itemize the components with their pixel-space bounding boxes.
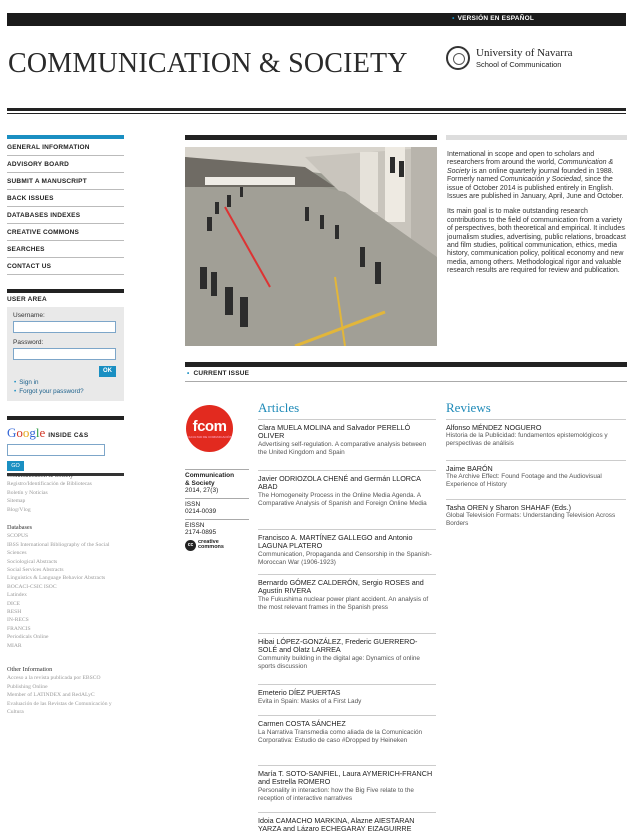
link-item[interactable]: Linguistics & Language Behavior Abstracts (7, 575, 106, 582)
sign-in-label: Sign in (19, 379, 39, 386)
article-item[interactable]: Bernardo GÓMEZ CALDERÓN, Sergio ROSES and Agustín RIVERA The Fukushima nuclear power plant accident. An analysis of the most relevant frames in the Spanish press (258, 574, 436, 612)
link-group-databases (7, 524, 124, 650)
link-item[interactable]: Registro/Identificación de Bibliotecas (7, 481, 92, 488)
journal-meta: Communication & Society 2014, 27(3) ISSN 0214-0039 EISSN 2174-0895 cc creative commons (185, 466, 249, 551)
link-item[interactable]: Periodicals Online (7, 634, 49, 641)
bullet-icon: • (14, 379, 17, 386)
nav-advisory-board[interactable]: ADVISORY BOARD (7, 156, 124, 173)
article-item[interactable]: Francisco A. MARTÍNEZ GALLEGO and Antonio LAGUNA PLATERO Communication, Propaganda and Censorship in the Spanish-Moroccan War (1906-1923) (258, 529, 436, 567)
sign-in-link[interactable] (14, 379, 38, 386)
nav-databases-indexes[interactable]: DATABASES INDEXES (7, 207, 124, 224)
current-issue-label: • CURRENT ISSUE (187, 370, 250, 377)
campus-photo (185, 147, 437, 346)
forgot-password-link[interactable] (14, 388, 84, 395)
link-item[interactable]: Member of LATINDEX and RedALyC (7, 692, 95, 699)
link-item[interactable]: Social Services Abstracts (7, 567, 64, 574)
google-search-input[interactable] (7, 444, 105, 456)
link-group-title: Other Information (7, 666, 53, 673)
university-name: University of Navarra (476, 47, 573, 59)
nav-general-information[interactable]: GENERAL INFORMATION (7, 139, 124, 156)
issn-label: ISSN (185, 500, 201, 508)
article-item[interactable]: María T. SOTO-SANFIEL, Laura AYMERICH-FRANCH and Estrella ROMERO Personality in interaction: how the Big Five relate to the reception of interactive narratives (258, 765, 436, 803)
photo-top-bar (185, 135, 437, 140)
bullet-icon: • (187, 370, 190, 377)
google-search (7, 416, 124, 476)
link-item[interactable]: RESH (7, 609, 22, 616)
password-input[interactable] (13, 348, 116, 360)
review-item[interactable]: Jaime BARÓN The Archive Effect: Found Footage and the Audiovisual Experience of History (446, 460, 626, 489)
article-item[interactable]: Emeterio DÍEZ PUERTAS Evita in Spain: Masks of a First Lady (258, 684, 436, 706)
reviews-heading: Reviews (446, 400, 491, 415)
password-label: Password: (13, 339, 44, 346)
article-item[interactable]: Carmen COSTA SÁNCHEZ La Narrativa Transmedia como aliada de la Comunicación Corporativa: Estudio de caso #Dropped by Heineken (258, 715, 436, 745)
school-name: School of Communication (476, 60, 562, 69)
language-link-label: VERSIÓN EN ESPAÑOL (457, 15, 534, 22)
nav-contact-us[interactable]: CONTACT US (7, 258, 124, 275)
link-item[interactable]: BOCACI-CSIC ISOC (7, 583, 57, 590)
link-item[interactable]: MIAR (7, 642, 22, 649)
nav-submit-manuscript[interactable]: SUBMIT A MANUSCRIPT (7, 173, 124, 190)
link-item[interactable]: Latindex (7, 592, 27, 599)
intro-paragraph-2: Its main goal is to make outstanding research contributions to the field of communication from a variety of perspectives, both theoretical and empirical. It includes journalism studies, advertising, public relations, broadcast and film studies, political communication, ethics, media history, communication policy, political economy and new media, among others. Methodological rigor and valuable research results are required for review and publication. (447, 208, 626, 275)
fcom-logo-subtext: FACULTAD DE COMUNICACIÓN (187, 435, 232, 439)
intro-top-bar (446, 135, 627, 140)
issn-value: 0214-0039 (185, 508, 217, 515)
link-item[interactable]: Sitemap (7, 498, 26, 505)
creative-commons-badge[interactable]: cc creative commons (185, 540, 249, 551)
journal-issue: 2014, 27(3) (185, 487, 219, 494)
campus-photo-illustration (185, 147, 437, 346)
link-item[interactable]: Sociological Abstracts (7, 558, 58, 565)
link-item[interactable]: Acceso a la revista publicada por EBSCO (7, 675, 101, 682)
nav-creative-commons[interactable]: CREATIVE COMMONS (7, 224, 124, 241)
sidebar (7, 135, 124, 401)
journal-intro (447, 151, 627, 283)
article-item[interactable]: Clara MUELA MOLINA and Salvador PERELLÓ OLIVER Advertising self-regulation. A comparative analysis between the United Kingdom and Spain (258, 419, 436, 457)
link-group-title: Communication & Society (7, 472, 74, 479)
fcom-logo[interactable] (186, 405, 233, 452)
google-search-label: INSIDE C&S (48, 432, 89, 439)
nav-searches[interactable]: SEARCHES (7, 241, 124, 258)
link-group-cs (7, 472, 124, 514)
fcom-logo-text: fcom (192, 418, 227, 435)
university-seal-icon (446, 46, 470, 70)
review-item[interactable]: Alfonso MÉNDEZ NOGUERO Historia de la Publicidad: fundamentos epistemológicos y perspectivas de análisis (446, 419, 626, 448)
google-logo: Google (7, 425, 46, 440)
eissn-value: 2174-0895 (185, 529, 217, 536)
link-item[interactable]: IBSS International Bibliography of the Social Sciences (7, 541, 110, 557)
google-go-button[interactable]: GO (7, 461, 24, 471)
creative-commons-icon: cc (185, 540, 196, 551)
eissn-label: EISSN (185, 521, 205, 529)
top-bar (7, 13, 626, 26)
link-item[interactable]: SCOPUS (7, 533, 29, 540)
bullet-icon: • (452, 15, 455, 22)
link-item[interactable]: Publishing Online (7, 683, 48, 690)
nav-back-issues[interactable]: BACK ISSUES (7, 190, 124, 207)
user-area-heading: USER AREA (7, 289, 124, 303)
journal-name: Communication (185, 472, 235, 479)
ok-button[interactable]: OK (99, 366, 116, 377)
link-group-other (7, 666, 124, 716)
articles-heading: Articles (258, 400, 300, 415)
forgot-password-label: Forgot your password? (19, 388, 84, 395)
link-group-title: Databases (7, 524, 33, 531)
current-issue-bar (185, 362, 627, 367)
link-item[interactable]: FRANCIS (7, 625, 31, 632)
university-logo[interactable] (446, 46, 573, 70)
link-item[interactable]: Blog/Vlog (7, 506, 31, 513)
intro-paragraph-1: International in scope and open to scholars and researchers from around the world, Communication & Society is an online quarterly journal founded in 1988. Formerly named Comunicación y Sociedad, since the issue of October 2014 is published entirely in English. Issues are published in January, April, June and October. (447, 151, 624, 201)
username-label: Username: (13, 312, 45, 319)
bullet-icon: • (14, 388, 17, 395)
language-link[interactable] (452, 15, 534, 22)
site-title[interactable]: COMMUNICATION & SOCIETY (8, 48, 408, 79)
header-divider-thin (7, 113, 626, 114)
article-item[interactable]: Idoia CAMACHO MARKINA, Alazne AIESTARAN YARZA and Lázaro ECHEGARAY EIZAGUIRRE (258, 812, 436, 833)
login-form (7, 307, 124, 401)
username-input[interactable] (13, 321, 116, 333)
link-item[interactable]: Boletín y Noticias (7, 489, 48, 496)
link-item[interactable]: DICE (7, 600, 21, 607)
review-item[interactable]: Tasha OREN y Sharon SHAHAF (Eds.) Global Television Formats: Understanding Television Across Borders (446, 499, 626, 528)
article-item[interactable]: Hibai LÓPEZ-GONZÁLEZ, Frederic GUERRERO-SOLÉ and Olatz LARREA Community building in the digital age: Dynamics of online sports discussion (258, 633, 436, 671)
current-issue-divider (185, 381, 627, 382)
link-item[interactable]: Evaluación de las Revistas de Comunicación y Cultura (7, 700, 112, 716)
link-item[interactable]: IN-RECS (7, 617, 29, 624)
header-divider (7, 108, 626, 111)
article-item[interactable]: Javier ODRIOZOLA CHENÉ and Germán LLORCA ABAD The Homogeneity Process in the Online Media Agenda. A Comparative Analysis of Spanish and Foreign Online Media (258, 470, 436, 508)
